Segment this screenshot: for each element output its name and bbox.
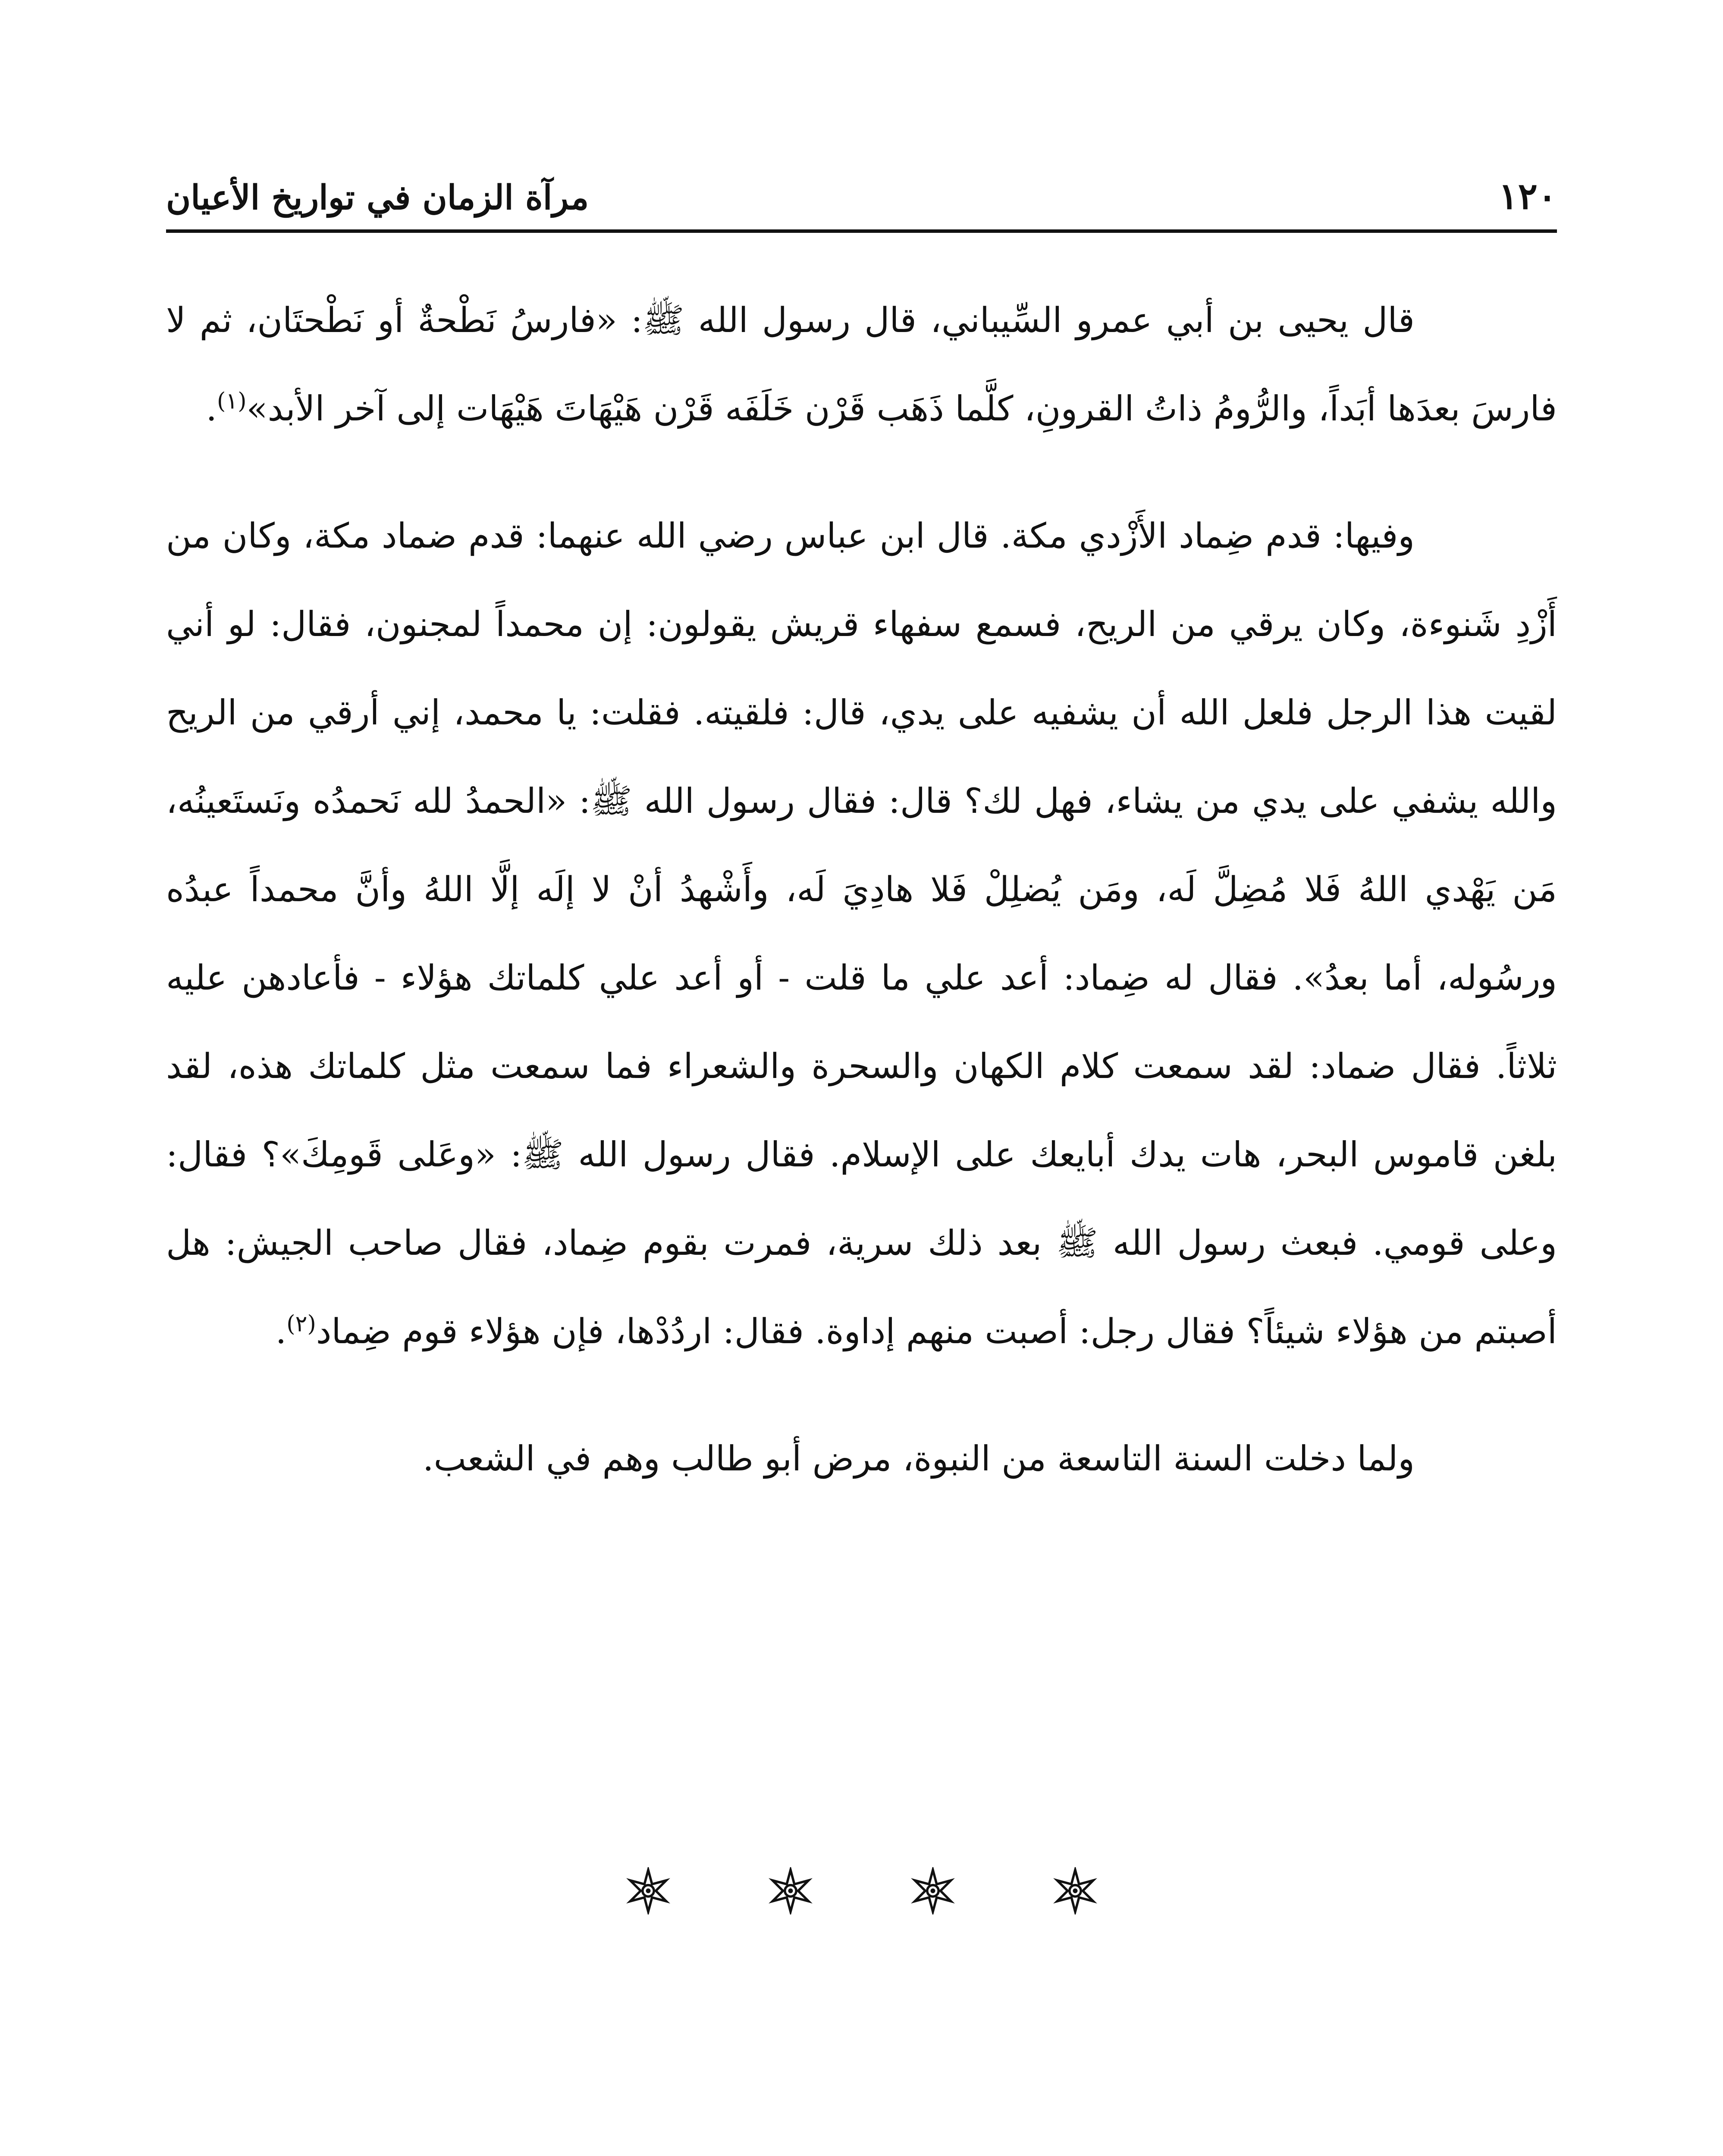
- footnote-ref-1[interactable]: (١): [217, 388, 247, 414]
- flower-ornament-icon: [767, 1867, 814, 1915]
- paragraph-text: قال يحيى بن أبي عمرو السِّيباني، قال رسول الله ﷺ: «فارسُ نَطْحةٌ أو نَطْحتَان، ثم لا فارسَ بعدَها أبَداً، والرُّومُ ذاتُ القرونِ، كلَّما ذَهَب قَرْن خَلَفَه قَرْن هَيْهَاتَ هَيْهَات إلى آخر الأبد»: [166, 300, 1557, 429]
- flower-ornament-icon: [909, 1867, 957, 1915]
- section-ornaments: [0, 1867, 1723, 1915]
- paragraph-text: ولما دخلت السنة التاسعة من النبوة، مرض أبو طالب وهم في الشعب.: [423, 1438, 1415, 1479]
- book-title: مرآة الزمان في تواريخ الأعيان: [166, 178, 589, 217]
- paragraph-hadith: [166, 276, 1557, 453]
- page-number: ١٢٠: [1498, 175, 1557, 217]
- paragraph-end: .: [275, 1311, 287, 1351]
- body-text: [166, 276, 1557, 1542]
- paragraph-closing: [166, 1414, 1557, 1503]
- flower-ornament-icon: [625, 1867, 672, 1915]
- paragraph-text: وفيها: قدم ضِماد الأَزْدي مكة. قال ابن عباس رضي الله عنهما: قدم ضماد مكة، وكان من أَزْدِ شَنوءة، وكان يرقي من الريح، فسمع سفهاء قريش يقولون: إن محمداً لمجنون، فقال: لو أني لقيت هذا الرجل فلعل الله أن يشفيه على يدي، قال: فلقيته. فقلت: يا محمد، إني أرقي من الريح والله يشفي على يدي من يشاء، فهل لك؟ قال: فقال رسول الله ﷺ: «الحمدُ لله نَحمدُه ونَستَعينُه، مَن يَهْدي اللهُ فَلا مُضِلَّ لَه، ومَن يُضلِلْ فَلا هادِيَ لَه، وأَشْهدُ أنْ لا إلَه إلَّا اللهُ وأنَّ محمداً عبدُه ورسُوله، أما بعدُ». فقال له ضِماد: أعد علي ما قلت - أو أعد علي كلماتك هؤلاء - فأعادهن عليه ثلاثاً. فقال ضماد: لقد سمعت كلام الكهان والسحرة والشعراء فما سمعت مثل كلماتك هذه، لقد بلغن قاموس البحر، هات يدك أبايعك على الإسلام. فقال رسول الله ﷺ: «وعَلى قَومِكَ»؟ فقال: وعلى قومي. فبعث رسول الله ﷺ بعد ذلك سرية، فمرت بقوم ضِماد، فقال صاحب الجيش: هل أصبتم من هؤلاء شيئاً؟ فقال رجل: أصبت منهم إداوة. فقال: اردُدْها، فإن هؤلاء قوم ضِماد: [166, 516, 1557, 1351]
- footnote-ref-2[interactable]: (٢): [286, 1311, 316, 1337]
- running-header: [166, 164, 1557, 233]
- paragraph-dimad: [166, 492, 1557, 1376]
- paragraph-end: .: [206, 389, 217, 429]
- flower-ornament-icon: [1051, 1867, 1099, 1915]
